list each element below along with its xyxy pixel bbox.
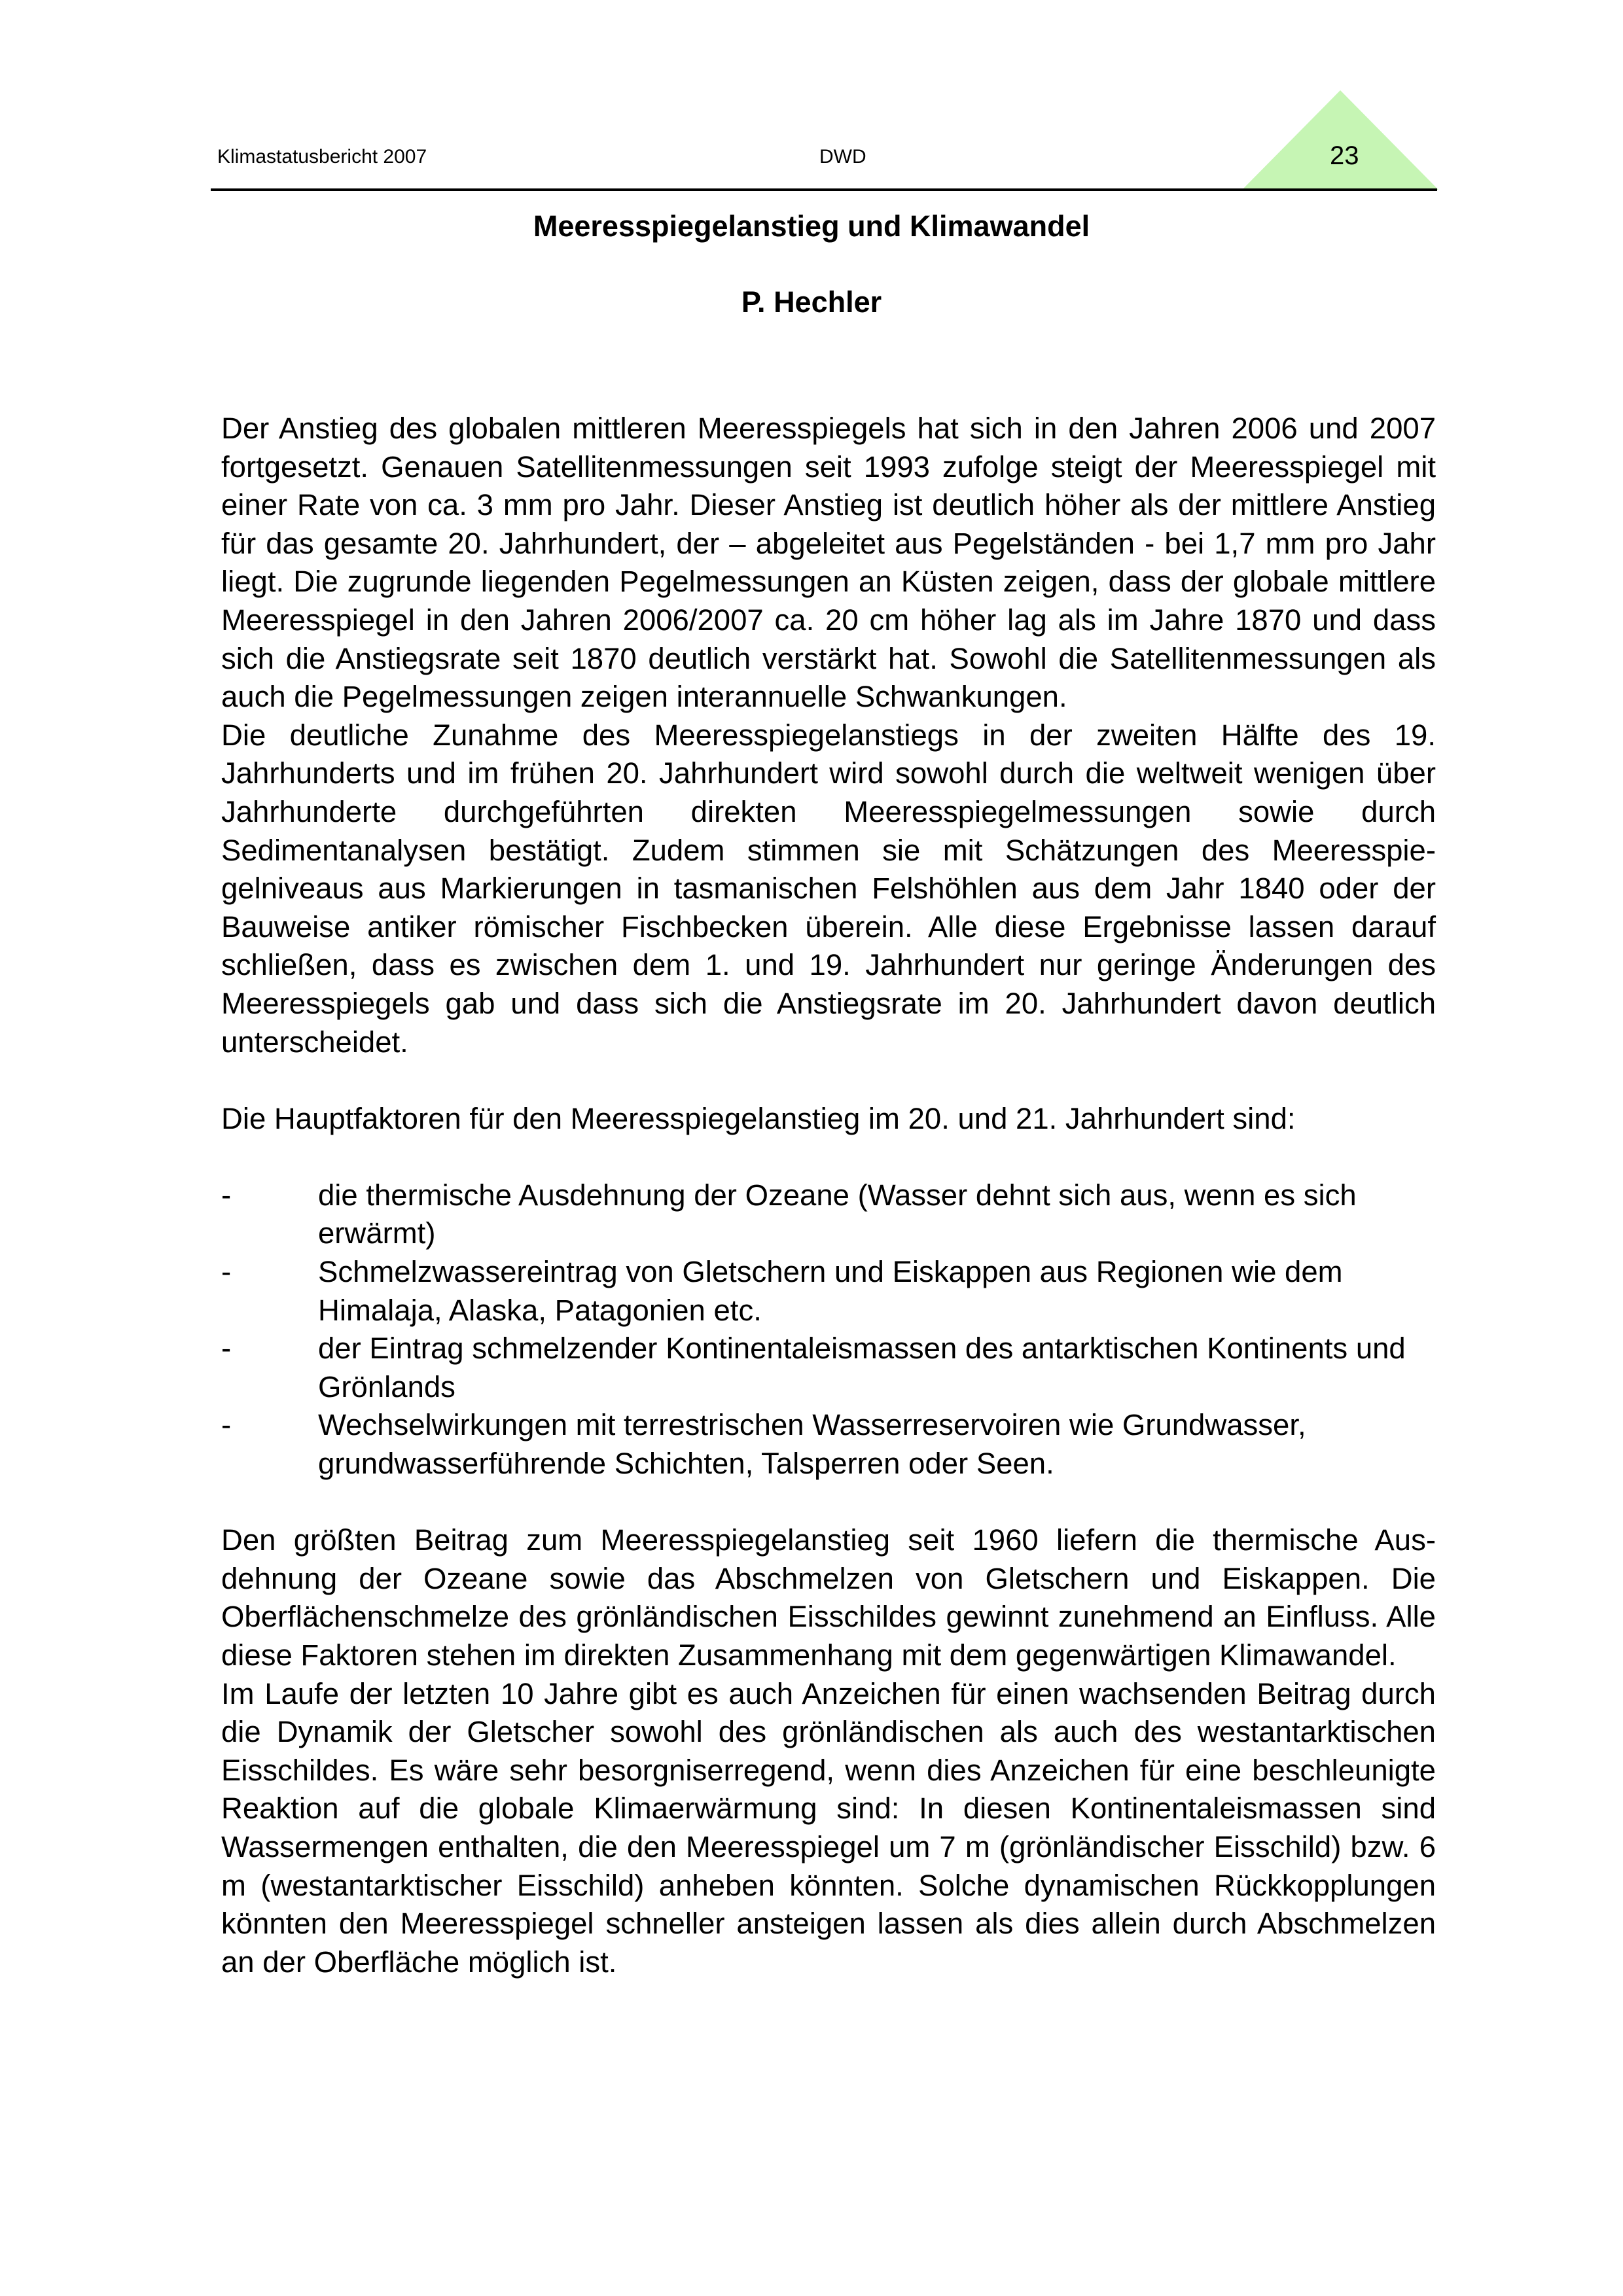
paragraph-spacer [221,1138,1436,1176]
header-divider [211,188,1437,191]
list-item [221,1406,1436,1483]
header-report-title: Klimastatusbericht 2007 [217,146,427,168]
paragraph-spacer [221,1061,1436,1100]
article-body [221,410,1436,1981]
list-dash: - [221,1178,232,1212]
paragraph-intro-1: Der Anstieg des globalen mittleren Meeresspiegels hat sich in den Jahren 2006 und 2007 fortgesetzt. Genauen Satellitenmessungen seit 1993 zufolge steigt der Meeresspiegel mit einer Rate von ca. 3 mm pro Jahr. Dieser Anstieg ist deutlich höher als der mittlere Anstieg für das gesamte 20. Jahrhundert, der – abgeleitet aus Pegelständen - bei 1,7 mm pro Jahr liegt. Die zugrunde liegenden Pegelmessungen an Küsten zeigen, dass der globale mittlere Meeresspiegel in den Jahren 2006/2007 ca. 20 cm höher lag als im Jahre 1870 und dass sich die Anstiegsrate seit 1870 deutlich verstärkt hat. Sowohl die Satellitenmessungen als auch die Pegelmessungen zeigen interannuelle Schwankungen. [221,412,1436,714]
list-dash: - [221,1332,232,1366]
list-item-text: Wechselwirkungen mit terrestrischen Wasserreservoiren wie Grundwasser, grundwasserführende Schichten, Talsperren oder Seen. [318,1408,1306,1481]
list-item-text: Schmelzwassereintrag von Gletschern und Eiskappen aus Regionen wie dem Himalaja, Alaska, Patagonien etc. [318,1255,1343,1327]
list-item [221,1176,1436,1253]
article-author: P. Hechler [741,285,882,319]
list-dash: - [221,1408,232,1442]
list-item-text: die thermische Ausdehnung der Ozeane (Wasser dehnt sich aus, wenn es sich erwärmt) [318,1178,1357,1250]
paragraph-spacer [221,1483,1436,1522]
factors-intro: Die Hauptfaktoren für den Meeresspiegelanstieg im 20. und 21. Jahrhundert sind: [221,1101,1296,1135]
factors-list [221,1176,1436,1483]
article-title: Meeresspiegelanstieg und Klimawandel [533,209,1090,243]
list-item-text: der Eintrag schmelzender Kontinentaleismassen des antarktischen Kontinents und Grönlands [318,1332,1406,1404]
list-item [221,1253,1436,1330]
page-number: 23 [1330,141,1359,170]
list-item [221,1330,1436,1406]
page-header [211,143,1437,192]
paragraph-outro-2: Im Laufe der letzten 10 Jahre gibt es auch Anzeichen für einen wachsenden Beitrag durch die Dynamik der Gletscher sowohl des grönländischen als auch des westantarktischen Eisschildes. Es wäre sehr besorgniserregend, wenn dies Anzeichen für eine beschleunigte Reaktion auf die globale Klimaerwärmung sind: In diesen Kontinentaleismassen sind Wassermengen enthalten, die den Meeresspiegel um 7 m (grönländischer Eisschild) bzw. 6 m (westantarktischer Eisschild) anheben könnten. Solche dynamischen Rückkopplungen könnten den Meeresspiegel schneller ansteigen lassen als dies allein durch Abschmelzen an der Oberfläche möglich ist. [221,1676,1436,1979]
list-dash: - [221,1255,232,1289]
paragraph-outro-1: Den größten Beitrag zum Meeresspiegelanstieg seit 1960 liefern die thermische Ausdehnung der Ozeane sowie das Abschmelzen von Gletschern und Eiskappen. Die Oberflächenschmelze des grönländischen Eisschildes gewinnt zunehmend an Einfluss. Alle diese Faktoren stehen im direkten Zusammenhang mit dem gegenwärtigen Klimawandel. [221,1523,1436,1672]
header-publisher: DWD [819,146,866,168]
paragraph-intro-2: Die deutliche Zunahme des Meeresspiegelanstiegs in der zweiten Hälfte des 19. Jahrhunderts und im frühen 20. Jahrhundert wird sowohl durch die weltweit wenigen über Jahrhunderte durchgeführten direkten Meeresspiegelmessungen sowie durch Sedimentanalysen bestätigt. Zudem stimmen sie mit Schätzungen des Meeresspiegelniveaus aus Markierungen in tasmanischen Felshöhlen aus dem Jahr 1840 oder der Bauweise antiker römischer Fischbecken überein. Alle diese Ergebnisse lassen darauf schließen, dass es zwischen dem 1. und 19. Jahrhundert nur geringe Änderungen des Meeresspiegels gab und dass sich die Anstiegsrate im 20. Jahrhundert davon deutlich unterscheidet. [221,718,1436,1059]
